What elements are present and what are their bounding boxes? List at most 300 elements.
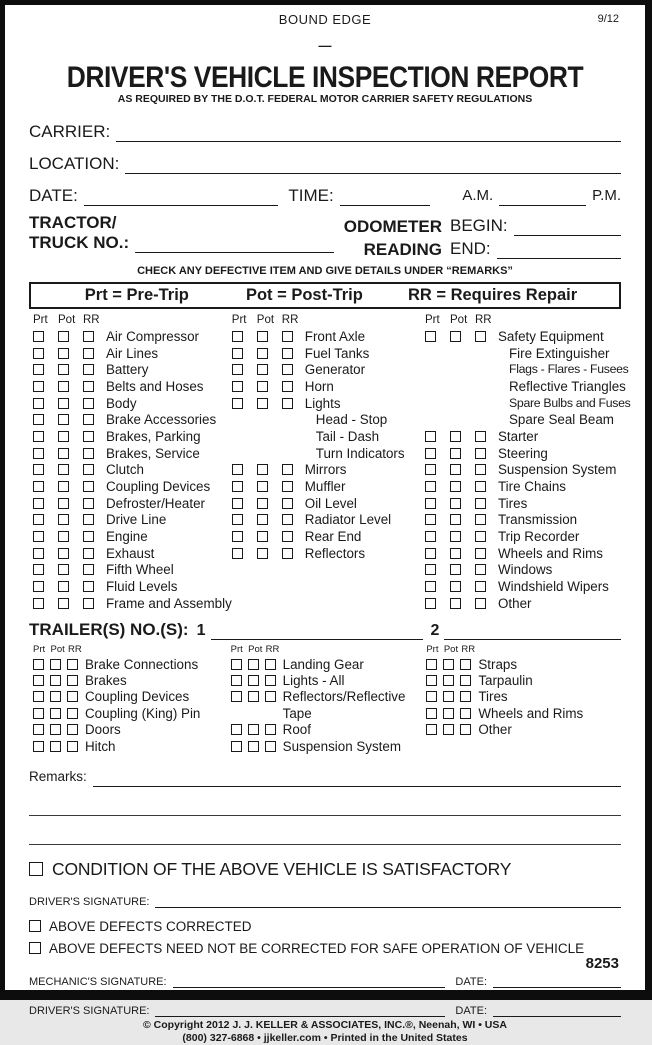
pot-checkbox[interactable] xyxy=(450,514,461,525)
prt-checkbox[interactable] xyxy=(33,448,44,459)
prt-checkbox[interactable] xyxy=(426,724,437,735)
checklist-item-label: Tires xyxy=(478,689,508,705)
rr-checkbox[interactable] xyxy=(83,398,94,409)
prt-checkbox[interactable] xyxy=(33,381,44,392)
rr-checkbox[interactable] xyxy=(475,498,486,509)
prt-abbr: Prt xyxy=(33,643,46,655)
pot-checkbox[interactable] xyxy=(257,531,268,542)
prt-checkbox[interactable] xyxy=(232,381,243,392)
rr-checkbox[interactable] xyxy=(83,498,94,509)
pot-checkbox[interactable] xyxy=(58,331,69,342)
pot-checkbox[interactable] xyxy=(50,741,61,752)
rr-checkbox[interactable] xyxy=(265,659,276,670)
rr-abbr: RR xyxy=(281,314,299,326)
rr-checkbox[interactable] xyxy=(265,691,276,702)
pot-checkbox[interactable] xyxy=(58,431,69,442)
rr-checkbox[interactable] xyxy=(83,331,94,342)
truck-no-input-line[interactable] xyxy=(135,236,334,253)
rr-abbr: RR xyxy=(475,314,492,326)
driver-date-line[interactable] xyxy=(493,1004,621,1017)
odometer-label-line1: ODOMETER xyxy=(343,217,442,236)
form-topbar xyxy=(29,5,621,27)
checklist-row xyxy=(33,395,232,412)
checklist-row xyxy=(232,395,425,412)
rr-checkbox[interactable] xyxy=(282,481,293,492)
rr-checkbox[interactable] xyxy=(83,548,94,559)
rr-checkbox[interactable] xyxy=(67,708,78,719)
pot-checkbox[interactable] xyxy=(450,531,461,542)
checklist-row xyxy=(425,478,621,495)
checklist-item-label: Radiator Level xyxy=(304,512,392,528)
trailer-heading-row xyxy=(29,618,621,640)
pot-checkbox[interactable] xyxy=(257,464,268,475)
prt-checkbox[interactable] xyxy=(231,675,242,686)
prt-checkbox[interactable] xyxy=(425,481,436,492)
rr-checkbox[interactable] xyxy=(83,348,94,359)
condition-satisfactory-checkbox[interactable] xyxy=(29,862,43,876)
rr-checkbox[interactable] xyxy=(475,481,486,492)
rr-checkbox[interactable] xyxy=(83,514,94,525)
remarks-line-2[interactable] xyxy=(29,815,621,816)
pot-checkbox[interactable] xyxy=(257,364,268,375)
remarks-row xyxy=(29,766,621,787)
prt-checkbox[interactable] xyxy=(425,464,436,475)
checklist-item-label: Brake Connections xyxy=(85,656,199,672)
rr-checkbox[interactable] xyxy=(67,741,78,752)
checklist-item-label: Fluid Levels xyxy=(106,579,178,595)
checklist-row xyxy=(232,361,425,378)
checklist-item-label: Other xyxy=(498,595,532,611)
checklist-item-label: Spare Bulbs and Fuses xyxy=(509,395,631,410)
pot-checkbox[interactable] xyxy=(248,659,259,670)
checklist-row xyxy=(232,512,425,529)
pot-checkbox[interactable] xyxy=(450,598,461,609)
checklist-item-label: Oil Level xyxy=(304,495,357,511)
pot-checkbox[interactable] xyxy=(257,381,268,392)
rr-checkbox[interactable] xyxy=(282,498,293,509)
mechanic-date-line[interactable] xyxy=(493,975,621,988)
vehicle-checklist-col2 xyxy=(232,313,425,612)
rr-checkbox[interactable] xyxy=(67,724,78,735)
legend-box xyxy=(29,282,621,309)
rr-checkbox[interactable] xyxy=(83,564,94,575)
prt-checkbox[interactable] xyxy=(33,691,44,702)
pot-checkbox[interactable] xyxy=(257,481,268,492)
checklist-item-label: Air Compressor xyxy=(106,328,200,344)
time-label: TIME: xyxy=(288,186,334,205)
pot-checkbox[interactable] xyxy=(50,675,61,686)
condition-satisfactory-label: CONDITION OF THE ABOVE VEHICLE IS SATISFACTORY xyxy=(52,858,512,879)
checklist-item-label: Fire Extinguisher xyxy=(509,345,610,361)
pot-checkbox[interactable] xyxy=(450,548,461,559)
checklist-row xyxy=(232,328,425,345)
checklist-row xyxy=(33,657,231,673)
checklist-row xyxy=(33,512,232,529)
prt-checkbox[interactable] xyxy=(231,724,242,735)
pot-checkbox[interactable] xyxy=(58,464,69,475)
checklist-item-label: Fuel Tanks xyxy=(304,345,370,361)
legend-post-trip: Pot = Post-Trip xyxy=(245,286,363,304)
pot-checkbox[interactable] xyxy=(257,398,268,409)
driver-signature-line-2[interactable] xyxy=(155,1006,445,1017)
checklist-item-label: Starter xyxy=(498,428,539,444)
prt-checkbox[interactable] xyxy=(33,364,44,375)
form-title: DRIVER'S VEHICLE INSPECTION REPORT xyxy=(66,61,584,94)
rr-abbr: RR xyxy=(83,314,100,326)
checklist-row xyxy=(33,345,232,362)
prt-checkbox[interactable] xyxy=(33,464,44,475)
pot-checkbox[interactable] xyxy=(58,381,69,392)
driver-signature-row-1 xyxy=(29,891,621,908)
prt-checkbox[interactable] xyxy=(33,675,44,686)
prt-checkbox[interactable] xyxy=(33,708,44,719)
rr-checkbox[interactable] xyxy=(282,348,293,359)
pot-checkbox[interactable] xyxy=(58,548,69,559)
rr-checkbox[interactable] xyxy=(265,724,276,735)
rr-checkbox[interactable] xyxy=(83,531,94,542)
rr-checkbox[interactable] xyxy=(265,675,276,686)
prt-checkbox[interactable] xyxy=(33,581,44,592)
carrier-input-line[interactable] xyxy=(116,125,621,142)
pot-checkbox[interactable] xyxy=(58,398,69,409)
prt-checkbox[interactable] xyxy=(33,659,44,670)
pot-checkbox[interactable] xyxy=(58,348,69,359)
prt-checkbox[interactable] xyxy=(426,659,437,670)
rr-checkbox[interactable] xyxy=(460,675,471,686)
checklist-item-label: Tarpaulin xyxy=(478,673,533,689)
prt-checkbox[interactable] xyxy=(33,331,44,342)
checklist-item-label: Spare Seal Beam xyxy=(509,412,614,428)
checklist-row xyxy=(425,545,621,562)
prt-checkbox[interactable] xyxy=(426,675,437,686)
rr-checkbox[interactable] xyxy=(475,464,486,475)
date-input-line[interactable] xyxy=(84,189,279,206)
pot-checkbox[interactable] xyxy=(450,498,461,509)
trailer-checklist xyxy=(29,644,621,755)
page-code: 9/12 xyxy=(597,13,619,25)
pot-checkbox[interactable] xyxy=(257,331,268,342)
end-input-line[interactable] xyxy=(497,242,621,259)
pot-checkbox[interactable] xyxy=(50,724,61,735)
rr-checkbox[interactable] xyxy=(460,708,471,719)
prt-abbr: Prt xyxy=(425,314,440,326)
checklist-item-label: Body xyxy=(106,395,137,411)
pot-checkbox[interactable] xyxy=(443,691,454,702)
driver-date-label: DATE: xyxy=(455,1005,487,1018)
prt-checkbox[interactable] xyxy=(33,741,44,752)
pot-checkbox[interactable] xyxy=(450,464,461,475)
prt-checkbox[interactable] xyxy=(33,498,44,509)
rr-checkbox[interactable] xyxy=(282,364,293,375)
pot-checkbox[interactable] xyxy=(248,691,259,702)
pot-checkbox[interactable] xyxy=(58,364,69,375)
checklist-item-label: Trip Recorder xyxy=(498,529,580,545)
rr-checkbox[interactable] xyxy=(83,581,94,592)
rr-checkbox[interactable] xyxy=(83,598,94,609)
rr-checkbox[interactable] xyxy=(282,531,293,542)
defects-corrected-checkbox[interactable] xyxy=(29,920,41,932)
rr-checkbox[interactable] xyxy=(67,659,78,670)
checklist-row xyxy=(33,328,232,345)
pot-checkbox[interactable] xyxy=(58,481,69,492)
prt-checkbox[interactable] xyxy=(33,431,44,442)
rr-checkbox[interactable] xyxy=(83,364,94,375)
rr-checkbox[interactable] xyxy=(475,564,486,575)
prt-checkbox[interactable] xyxy=(426,708,437,719)
checklist-row xyxy=(425,462,621,479)
prt-checkbox[interactable] xyxy=(33,398,44,409)
prt-checkbox[interactable] xyxy=(33,548,44,559)
rr-checkbox[interactable] xyxy=(475,431,486,442)
pot-checkbox[interactable] xyxy=(248,724,259,735)
vehicle-checklist-col1 xyxy=(33,313,232,612)
rr-checkbox[interactable] xyxy=(475,331,486,342)
rr-checkbox[interactable] xyxy=(475,531,486,542)
trailer-checklist-col3 xyxy=(426,644,621,755)
prt-checkbox[interactable] xyxy=(33,514,44,525)
pot-checkbox[interactable] xyxy=(450,331,461,342)
checklist-row xyxy=(425,345,621,362)
prt-checkbox[interactable] xyxy=(232,514,243,525)
pot-abbr: Pot xyxy=(58,314,76,326)
checklist-row xyxy=(231,673,427,689)
checklist-item-label: Lights - All xyxy=(282,673,345,689)
rr-checkbox[interactable] xyxy=(83,414,94,425)
pot-checkbox[interactable] xyxy=(443,659,454,670)
checklist-row xyxy=(425,562,621,579)
prt-checkbox[interactable] xyxy=(232,481,243,492)
rr-abbr: RR xyxy=(265,643,280,655)
trailer-heading: TRAILER(S) NO.(S): xyxy=(29,619,189,639)
pm-label: P.M. xyxy=(592,187,621,204)
rr-checkbox[interactable] xyxy=(67,675,78,686)
checklist-row xyxy=(33,478,232,495)
rr-checkbox[interactable] xyxy=(475,548,486,559)
location-input-line[interactable] xyxy=(125,157,621,174)
location-row xyxy=(29,151,621,174)
checklist-row xyxy=(33,361,232,378)
prt-checkbox[interactable] xyxy=(232,331,243,342)
pot-checkbox[interactable] xyxy=(257,498,268,509)
rr-checkbox[interactable] xyxy=(282,381,293,392)
copyright-block xyxy=(29,1019,621,1045)
column-abbr-header xyxy=(426,644,621,657)
prt-checkbox[interactable] xyxy=(425,581,436,592)
rr-checkbox[interactable] xyxy=(282,548,293,559)
checklist-item-label: Wheels and Rims xyxy=(478,705,584,721)
pot-checkbox[interactable] xyxy=(450,481,461,492)
checklist-row xyxy=(33,706,231,722)
begin-row xyxy=(450,213,621,236)
prt-checkbox[interactable] xyxy=(232,498,243,509)
rr-checkbox[interactable] xyxy=(460,724,471,735)
prt-checkbox[interactable] xyxy=(425,448,436,459)
rr-checkbox[interactable] xyxy=(67,691,78,702)
prt-checkbox[interactable] xyxy=(33,348,44,359)
copyright-line-2: (800) 327-6868 • jjkeller.com • Printed in the United States xyxy=(182,1032,468,1045)
prt-checkbox[interactable] xyxy=(232,348,243,359)
checklist-item-label: Tire Chains xyxy=(498,479,566,495)
pot-checkbox[interactable] xyxy=(50,708,61,719)
pot-checkbox[interactable] xyxy=(58,414,69,425)
prt-checkbox[interactable] xyxy=(425,431,436,442)
pot-checkbox[interactable] xyxy=(50,659,61,670)
checklist-row xyxy=(232,528,425,545)
rr-checkbox[interactable] xyxy=(83,481,94,492)
tractor-odometer-row xyxy=(29,213,621,261)
pot-checkbox[interactable] xyxy=(248,741,259,752)
remarks-line-3[interactable] xyxy=(29,844,621,845)
checklist-row xyxy=(425,528,621,545)
time-input-line[interactable] xyxy=(340,189,431,206)
checklist-row xyxy=(232,545,425,562)
pot-checkbox[interactable] xyxy=(450,564,461,575)
checklist-item-label: Roof xyxy=(282,722,311,738)
checklist-item-label: Coupling Devices xyxy=(106,479,211,495)
rr-checkbox[interactable] xyxy=(265,741,276,752)
rr-checkbox[interactable] xyxy=(282,398,293,409)
checklist-row xyxy=(232,411,425,428)
prt-checkbox[interactable] xyxy=(231,741,242,752)
prt-checkbox[interactable] xyxy=(33,414,44,425)
pot-checkbox[interactable] xyxy=(50,691,61,702)
mechanic-signature-line[interactable] xyxy=(173,977,446,988)
pot-checkbox[interactable] xyxy=(257,548,268,559)
prt-checkbox[interactable] xyxy=(232,364,243,375)
prt-checkbox[interactable] xyxy=(425,564,436,575)
prt-checkbox[interactable] xyxy=(425,498,436,509)
checklist-row xyxy=(33,428,232,445)
defects-not-corrected-checkbox[interactable] xyxy=(29,942,41,954)
checklist-row xyxy=(33,545,232,562)
pot-checkbox[interactable] xyxy=(450,448,461,459)
date-label: DATE: xyxy=(29,186,78,205)
prt-abbr: Prt xyxy=(231,314,247,326)
checklist-row xyxy=(232,345,425,362)
prt-checkbox[interactable] xyxy=(33,598,44,609)
pot-checkbox[interactable] xyxy=(58,531,69,542)
prt-checkbox[interactable] xyxy=(33,564,44,575)
prt-checkbox[interactable] xyxy=(232,464,243,475)
prt-checkbox[interactable] xyxy=(425,531,436,542)
prt-abbr: Prt xyxy=(33,314,48,326)
remarks-input-line[interactable] xyxy=(93,770,621,787)
rr-checkbox[interactable] xyxy=(475,598,486,609)
checklist-item-label: Battery xyxy=(106,362,149,378)
pot-checkbox[interactable] xyxy=(58,448,69,459)
pot-checkbox[interactable] xyxy=(443,724,454,735)
pot-checkbox[interactable] xyxy=(257,514,268,525)
checklist-row xyxy=(426,657,621,673)
prt-abbr: Prt xyxy=(426,643,439,655)
prt-checkbox[interactable] xyxy=(232,398,243,409)
rr-checkbox[interactable] xyxy=(460,691,471,702)
trailer2-input-line[interactable] xyxy=(444,623,621,640)
checklist-item-label: Horn xyxy=(304,378,334,394)
pot-checkbox[interactable] xyxy=(58,598,69,609)
rr-checkbox[interactable] xyxy=(83,381,94,392)
prt-checkbox[interactable] xyxy=(425,598,436,609)
prt-checkbox[interactable] xyxy=(425,514,436,525)
pot-checkbox[interactable] xyxy=(450,581,461,592)
rr-checkbox[interactable] xyxy=(83,431,94,442)
prt-checkbox[interactable] xyxy=(33,724,44,735)
rr-checkbox[interactable] xyxy=(282,514,293,525)
checklist-item-label: Frame and Assembly xyxy=(106,595,232,611)
checklist-item-label: Brake Accessories xyxy=(106,412,217,428)
trailer-checklist-col2 xyxy=(231,644,427,755)
checklist-row xyxy=(425,578,621,595)
begin-input-line[interactable] xyxy=(514,219,621,236)
rr-checkbox[interactable] xyxy=(475,581,486,592)
checklist-item-label: Windows xyxy=(498,562,553,578)
location-label: LOCATION: xyxy=(29,154,120,173)
rr-checkbox[interactable] xyxy=(83,464,94,475)
checklist-item-label: Windshield Wipers xyxy=(498,579,609,595)
pot-checkbox[interactable] xyxy=(58,581,69,592)
prt-checkbox[interactable] xyxy=(426,691,437,702)
prt-checkbox[interactable] xyxy=(425,548,436,559)
begin-end-block xyxy=(442,213,621,261)
trailer2-number: 2 xyxy=(430,621,440,639)
checklist-item-label: Head - Stop xyxy=(315,412,388,428)
checklist-item-label: Air Lines xyxy=(106,345,159,361)
pot-checkbox[interactable] xyxy=(58,564,69,575)
pot-abbr: Pot xyxy=(248,643,263,655)
rr-checkbox[interactable] xyxy=(475,514,486,525)
rr-checkbox[interactable] xyxy=(460,659,471,670)
prt-checkbox[interactable] xyxy=(231,691,242,702)
prt-checkbox[interactable] xyxy=(33,481,44,492)
checklist-item-label: Drive Line xyxy=(106,512,167,528)
checklist-row xyxy=(231,722,427,738)
checklist-row xyxy=(33,495,232,512)
checklist-row xyxy=(231,706,427,722)
checklist-row xyxy=(426,689,621,705)
checklist-item-label: Coupling Devices xyxy=(85,689,190,705)
checklist-row xyxy=(231,657,427,673)
rr-checkbox[interactable] xyxy=(475,448,486,459)
pot-checkbox[interactable] xyxy=(58,514,69,525)
prt-checkbox[interactable] xyxy=(232,548,243,559)
carrier-label: CARRIER: xyxy=(29,122,111,141)
rr-checkbox[interactable] xyxy=(83,448,94,459)
remarks-label: Remarks: xyxy=(29,769,87,785)
pot-checkbox[interactable] xyxy=(443,675,454,686)
rr-checkbox[interactable] xyxy=(282,464,293,475)
checklist-row xyxy=(425,328,621,345)
pot-checkbox[interactable] xyxy=(248,675,259,686)
rr-checkbox[interactable] xyxy=(282,331,293,342)
checklist-row xyxy=(425,395,631,412)
prt-checkbox[interactable] xyxy=(33,531,44,542)
checklist-item-label: Coupling (King) Pin xyxy=(85,705,201,721)
pot-checkbox[interactable] xyxy=(257,348,268,359)
checklist-row xyxy=(425,428,621,445)
pot-checkbox[interactable] xyxy=(443,708,454,719)
checklist-row xyxy=(426,673,621,689)
trailer1-input-line[interactable] xyxy=(211,623,423,640)
prt-checkbox[interactable] xyxy=(232,531,243,542)
pot-checkbox[interactable] xyxy=(58,498,69,509)
prt-checkbox[interactable] xyxy=(231,659,242,670)
am-label: A.M. xyxy=(462,187,494,204)
driver-signature-line-1[interactable] xyxy=(155,897,621,908)
column-abbr-header xyxy=(33,644,231,657)
am-input-line[interactable] xyxy=(499,189,586,206)
pot-checkbox[interactable] xyxy=(450,431,461,442)
prt-checkbox[interactable] xyxy=(425,331,436,342)
